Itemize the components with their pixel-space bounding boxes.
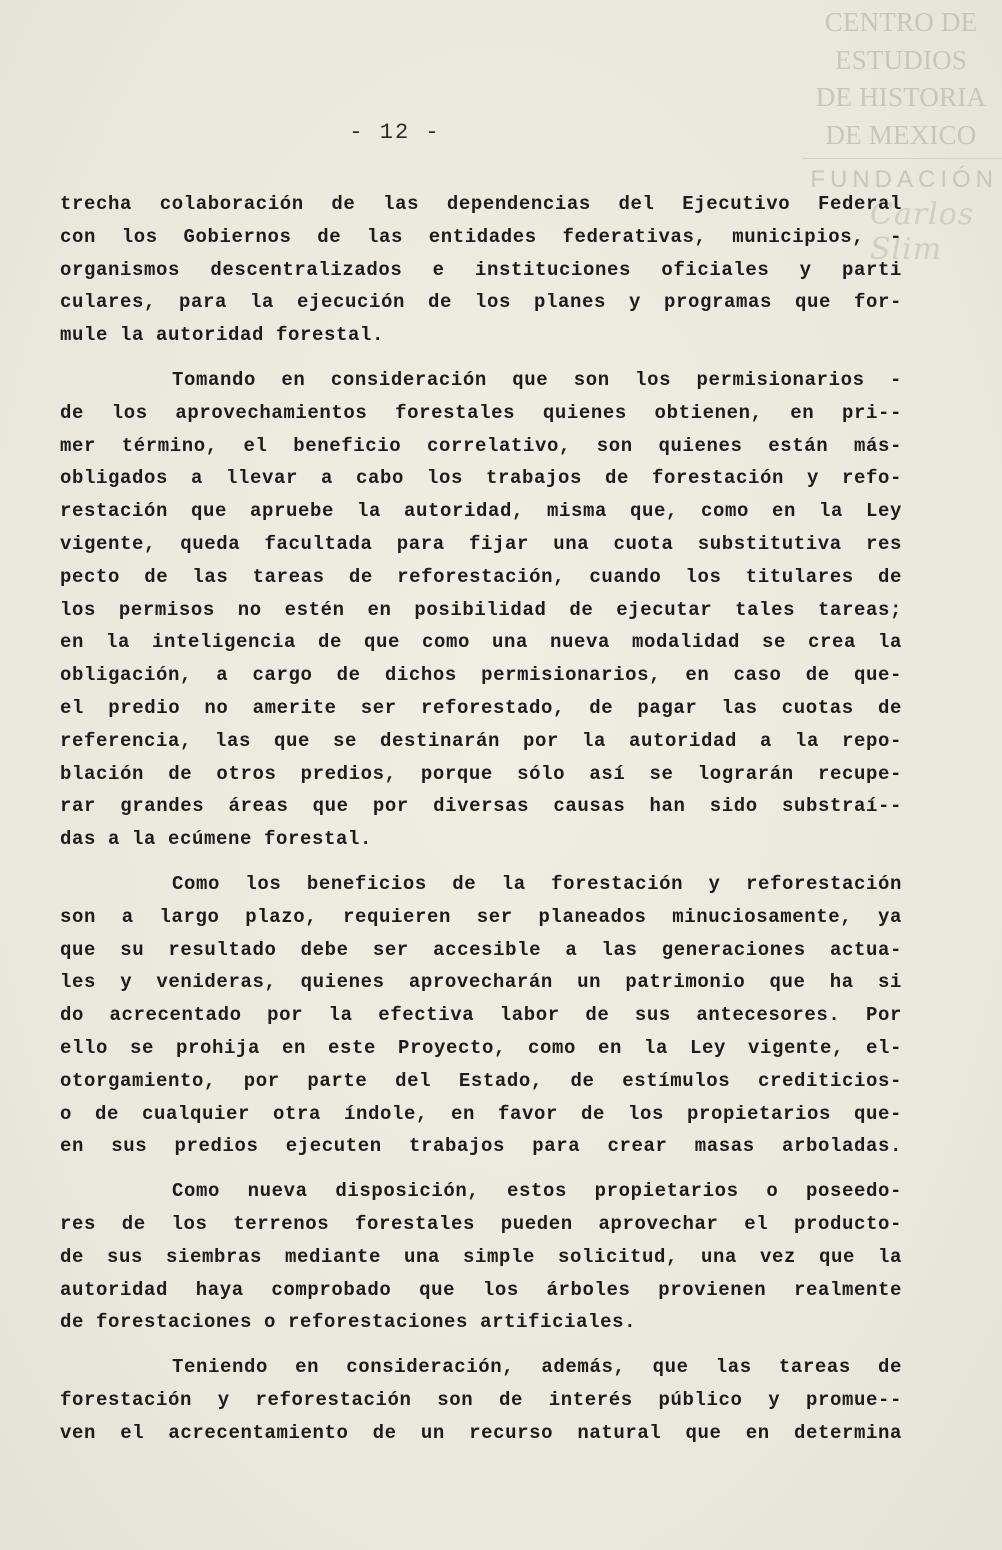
text-line: trecha colaboración de las dependencias del Ejecutivo Federal bbox=[60, 193, 902, 215]
text-line: en sus predios ejecuten trabajos para crear masas arboladas. bbox=[60, 1135, 902, 1158]
text-line: restación que apruebe la autoridad, misma que, como en la Ley bbox=[60, 500, 902, 523]
watermark-line: DE HISTORIA bbox=[815, 82, 987, 112]
text-line: los permisos no estén en posibilidad de ejecutar tales tareas; bbox=[60, 598, 902, 621]
text-line: Como los beneficios de la forestación y reforestación bbox=[172, 872, 902, 895]
text-line: o de cualquier otra índole, en favor de los propietarios que- bbox=[60, 1102, 902, 1125]
watermark-divider bbox=[802, 158, 1002, 159]
text-line: mer término, el beneficio correlativo, son quienes están más- bbox=[60, 434, 902, 457]
text-line: vigente, queda facultada para fijar una cuota substitutiva res bbox=[60, 532, 902, 555]
text-line: obligación, a cargo de dichos permisionarios, en caso de que- bbox=[60, 664, 902, 687]
page-number: - 12 - bbox=[349, 120, 441, 145]
text-line: que su resultado debe ser accesible a las generaciones actua- bbox=[60, 938, 902, 961]
text-line: das a la ecúmene forestal. bbox=[60, 828, 373, 851]
watermark-line: CENTRO DE bbox=[824, 7, 978, 37]
text-line: ven el acrecentamiento de un recurso natural que en determina bbox=[60, 1421, 902, 1444]
text-line: blación de otros predios, porque sólo así se lograrán recupe- bbox=[60, 762, 902, 785]
paragraph-1 bbox=[60, 188, 902, 352]
paragraph-4 bbox=[60, 1175, 902, 1339]
text-line: autoridad haya comprobado que los árboles provienen realmente bbox=[60, 1278, 902, 1301]
text-line: organismos descentralizados e instituciones oficiales y parti bbox=[60, 258, 902, 281]
body-text bbox=[60, 188, 902, 1461]
text-line: forestación y reforestación son de interés público y promue-- bbox=[60, 1388, 902, 1411]
paragraph-3 bbox=[60, 868, 902, 1163]
watermark-foundation: FUNDACIÓN bbox=[810, 166, 998, 193]
text-line: de los aprovechamientos forestales quienes obtienen, en pri-- bbox=[60, 401, 902, 424]
text-line: referencia, las que se destinarán por la autoridad a la repo- bbox=[60, 729, 902, 752]
text-line: Teniendo en consideración, además, que las tareas de bbox=[172, 1356, 902, 1379]
text-line: pecto de las tareas de reforestación, cuando los titulares de bbox=[60, 565, 902, 588]
watermark-line: DE MEXICO bbox=[825, 119, 977, 150]
watermark-line: ESTUDIOS bbox=[834, 44, 968, 75]
text-line: Tomando en consideración que son los permisionarios - bbox=[172, 368, 902, 391]
watermark-signature: Carlos Slim bbox=[870, 197, 975, 267]
text-line: de forestaciones o reforestaciones artificiales. bbox=[60, 1311, 637, 1334]
text-line: les y venideras, quienes aprovecharán un patrimonio que ha si bbox=[60, 971, 902, 994]
text-line: rar grandes áreas que por diversas causas han sido substraí-- bbox=[60, 795, 902, 818]
text-line: ello se prohija en este Proyecto, como en la Ley vigente, el- bbox=[60, 1036, 902, 1059]
text-line: Como nueva disposición, estos propietarios o poseedo- bbox=[172, 1180, 902, 1203]
text-line: de sus siembras mediante una simple solicitud, una vez que la bbox=[60, 1245, 902, 1268]
text-line: son a largo plazo, requieren ser planeados minuciosamente, ya bbox=[60, 905, 902, 928]
text-line: culares, para la ejecución de los planes y programas que for- bbox=[60, 291, 902, 314]
text-line: res de los terrenos forestales pueden aprovechar el producto- bbox=[60, 1212, 902, 1235]
text-line: con los Gobiernos de las entidades federativas, municipios, - bbox=[60, 225, 902, 248]
text-line: el predio no amerite ser reforestado, de pagar las cuotas de bbox=[60, 696, 902, 719]
paragraph-2 bbox=[60, 364, 902, 856]
text-line: mule la autoridad forestal. bbox=[60, 324, 385, 347]
text-line: do acrecentado por la efectiva labor de sus antecesores. Por bbox=[60, 1004, 902, 1027]
text-line: obligados a llevar a cabo los trabajos de forestación y refo- bbox=[60, 467, 902, 490]
text-line: otorgamiento, por parte del Estado, de estímulos crediticios- bbox=[60, 1069, 902, 1092]
paragraph-5 bbox=[60, 1351, 902, 1449]
text-line: en la inteligencia de que como una nueva modalidad se crea la bbox=[60, 631, 902, 654]
